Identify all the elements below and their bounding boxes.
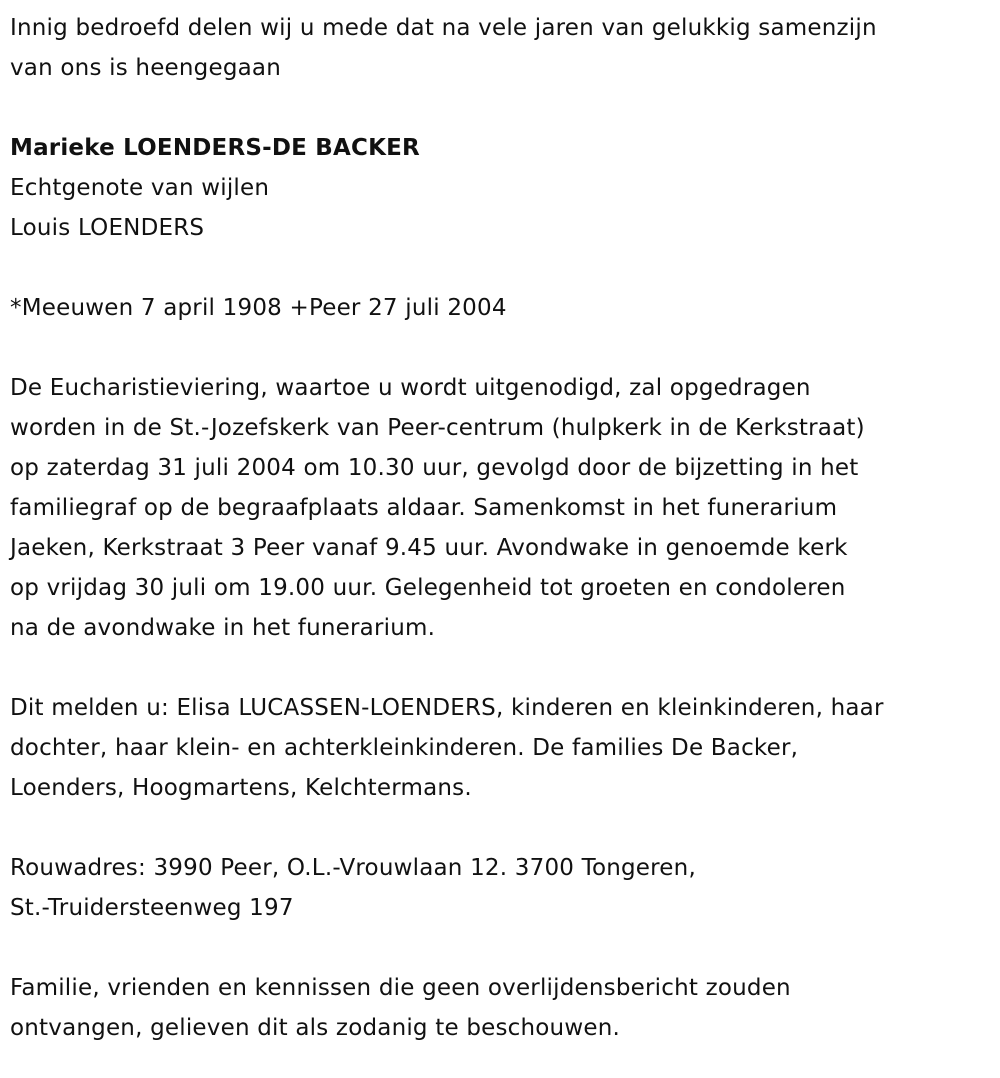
spacer <box>10 648 994 688</box>
ceremony-line: familiegraf op de begraafplaats aldaar. Samenkomst in het funerarium <box>10 495 838 521</box>
announcers-paragraph <box>10 688 994 808</box>
deceased-name: Marieke LOENDERS-DE BACKER <box>10 135 420 161</box>
obituary-notice <box>10 8 994 1048</box>
address-line: Rouwadres: 3990 Peer, O.L.-Vrouwlaan 12. 3700 Tongeren, <box>10 855 696 881</box>
address-line: St.-Truidersteenweg 197 <box>10 895 294 921</box>
intro-paragraph <box>10 8 994 88</box>
intro-line: Innig bedroefd delen wij u mede dat na vele jaren van gelukkig samenzijn <box>10 15 877 41</box>
spacer <box>10 808 994 848</box>
ceremony-line: op vrijdag 30 juli om 19.00 uur. Gelegenheid tot groeten en condoleren <box>10 575 846 601</box>
ceremony-line: De Eucharistieviering, waartoe u wordt uitgenodigd, zal opgedragen <box>10 375 811 401</box>
announcers-line: dochter, haar klein- en achterkleinkinderen. De families De Backer, <box>10 735 799 761</box>
spacer <box>10 248 994 288</box>
spacer <box>10 88 994 128</box>
intro-line: van ons is heengegaan <box>10 55 281 81</box>
ceremony-paragraph <box>10 368 994 648</box>
spouse-name: Louis LOENDERS <box>10 215 205 241</box>
closing-line: ontvangen, gelieven dit als zodanig te beschouwen. <box>10 1015 620 1041</box>
announcers-line: Loenders, Hoogmartens, Kelchtermans. <box>10 775 472 801</box>
ceremony-line: na de avondwake in het funerarium. <box>10 615 436 641</box>
address-paragraph <box>10 848 994 928</box>
announcers-line: Dit melden u: Elisa LUCASSEN-LOENDERS, kinderen en kleinkinderen, haar <box>10 695 884 721</box>
birth-death-dates: *Meeuwen 7 april 1908 +Peer 27 juli 2004 <box>10 295 507 321</box>
closing-line: Familie, vrienden en kennissen die geen overlijdensbericht zouden <box>10 975 791 1001</box>
spacer <box>10 328 994 368</box>
spouse-label: Echtgenote van wijlen <box>10 175 270 201</box>
ceremony-line: worden in de St.-Jozefskerk van Peer-centrum (hulpkerk in de Kerkstraat) <box>10 415 865 441</box>
ceremony-line: op zaterdag 31 juli 2004 om 10.30 uur, gevolgd door de bijzetting in het <box>10 455 859 481</box>
ceremony-line: Jaeken, Kerkstraat 3 Peer vanaf 9.45 uur. Avondwake in genoemde kerk <box>10 535 848 561</box>
closing-paragraph <box>10 968 994 1048</box>
spacer <box>10 928 994 968</box>
